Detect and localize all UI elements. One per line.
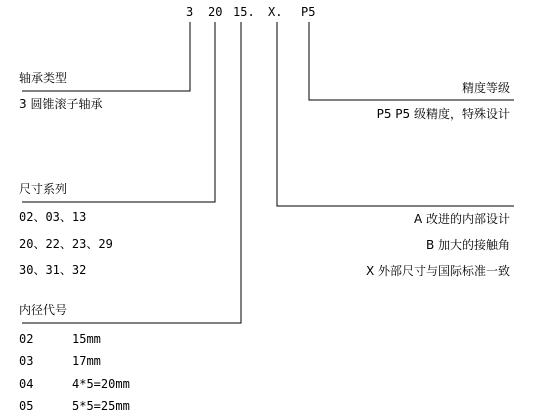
bore-size-value: 5*5=25mm: [72, 399, 130, 413]
precision-title: 精度等级: [461, 81, 510, 95]
bearing-type-title: 轴承类型: [19, 71, 68, 85]
bore-code-value: 05: [19, 399, 34, 413]
variant-row: A 改进的内部设计: [413, 212, 510, 226]
size-series-row: 30、31、32: [19, 263, 87, 277]
leader-line-size-series: [22, 22, 215, 202]
code-part-variant: X.: [268, 5, 283, 19]
bore-code-value: 03: [19, 354, 34, 368]
leader-line-bore-code: [22, 22, 241, 323]
bore-code-value: 04: [19, 377, 34, 391]
code-part-size-series: 20: [208, 5, 223, 19]
size-series-row: 20、22、23、29: [19, 237, 113, 251]
code-part-bearing-type: 3: [186, 5, 194, 19]
size-series-title: 尺寸系列: [19, 182, 68, 196]
variant-row: X 外部尺寸与国际标准一致: [365, 264, 510, 278]
variant-row: B 加大的接触角: [425, 238, 510, 252]
bore-size-value: 4*5=20mm: [72, 377, 130, 391]
code-part-precision: P5: [301, 5, 316, 19]
bore-size-value: 17mm: [72, 354, 101, 368]
code-part-bore: 15.: [233, 5, 255, 19]
bearing-type-desc: 3 圆锥滚子轴承: [19, 97, 103, 111]
bore-code-value: 02: [19, 332, 34, 346]
bore-size-value: 15mm: [72, 332, 101, 346]
precision-desc: P5 P5 级精度，特殊设计: [376, 107, 510, 121]
bore-code-title: 内径代号: [19, 303, 68, 317]
size-series-row: 02、03、13: [19, 210, 87, 224]
